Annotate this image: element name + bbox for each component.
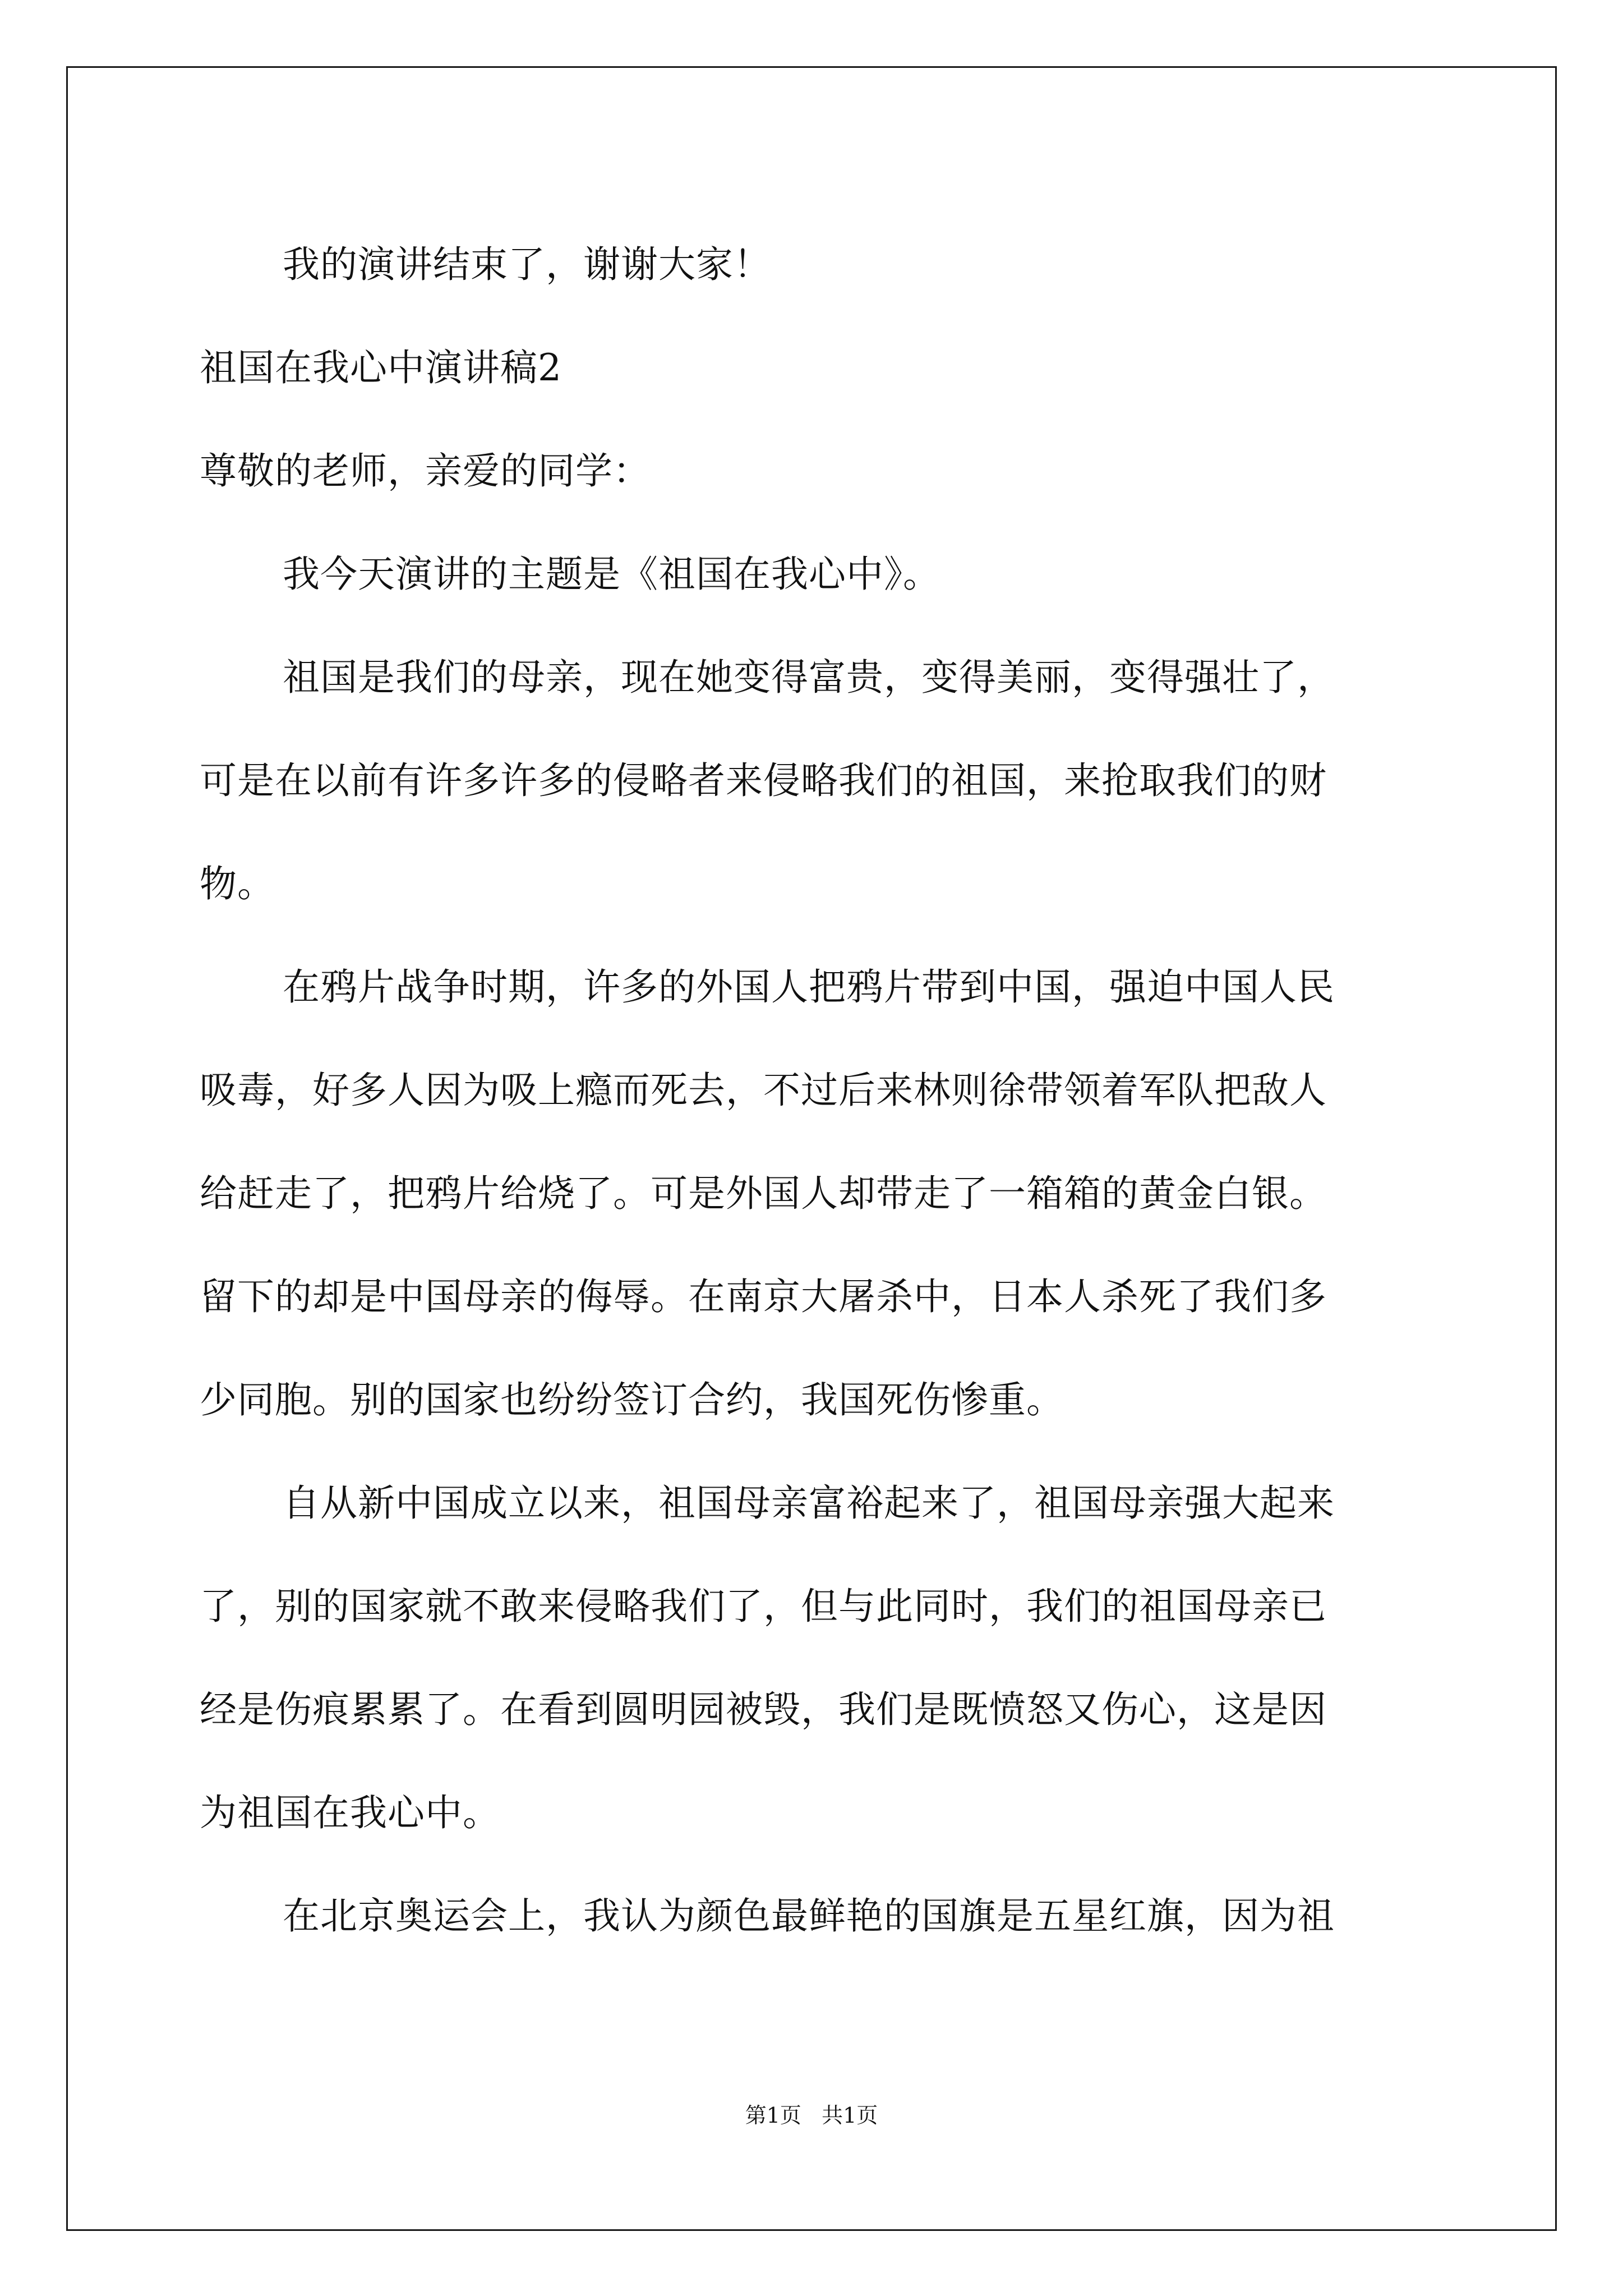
document-body: [200, 213, 1433, 1968]
text-line: 我的演讲结束了，谢谢大家！: [283, 243, 771, 286]
text-line: 留下的却是中国母亲的侮辱。在南京大屠杀中，日本人杀死了我们多: [200, 1275, 1327, 1318]
text-line: 给赶走了，把鸦片给烧了。可是外国人却带走了一箱箱的黄金白银。: [200, 1172, 1327, 1215]
text-line: 自从新中国成立以来，祖国母亲富裕起来了，祖国母亲强大起来: [283, 1481, 1335, 1525]
text-line: 物。: [200, 862, 275, 905]
page-footer: 第1页 共1页: [745, 2103, 878, 2128]
section-title: 祖国在我心中演讲稿2: [200, 346, 562, 389]
text-line: 了，别的国家就不敢来侵略我们了，但与此同时，我们的祖国母亲已: [200, 1585, 1327, 1628]
salutation: 尊敬的老师，亲爱的同学：: [200, 449, 651, 493]
text-line: 祖国是我们的母亲，现在她变得富贵，变得美丽，变得强壮了，: [283, 656, 1335, 699]
text-line: 吸毒，好多人因为吸上瘾而死去，不过后来林则徐带领着军队把敌人: [200, 1069, 1327, 1112]
text-line: 在北京奥运会上，我认为颜色最鲜艳的国旗是五星红旗，因为祖: [283, 1894, 1335, 1938]
text-line: 在鸦片战争时期，许多的外国人把鸦片带到中国，强迫中国人民: [283, 965, 1335, 1009]
text-line: 为祖国在我心中。: [200, 1791, 500, 1834]
text-line: 我今天演讲的主题是《祖国在我心中》。: [283, 553, 940, 596]
text-line: 可是在以前有许多许多的侵略者来侵略我们的祖国，来抢取我们的财: [200, 759, 1327, 802]
text-line: 经是伤痕累累了。在看到圆明园被毁，我们是既愤怒又伤心，这是因: [200, 1688, 1327, 1731]
text-line: 少同胞。别的国家也纷纷签订合约，我国死伤惨重。: [200, 1378, 1064, 1421]
